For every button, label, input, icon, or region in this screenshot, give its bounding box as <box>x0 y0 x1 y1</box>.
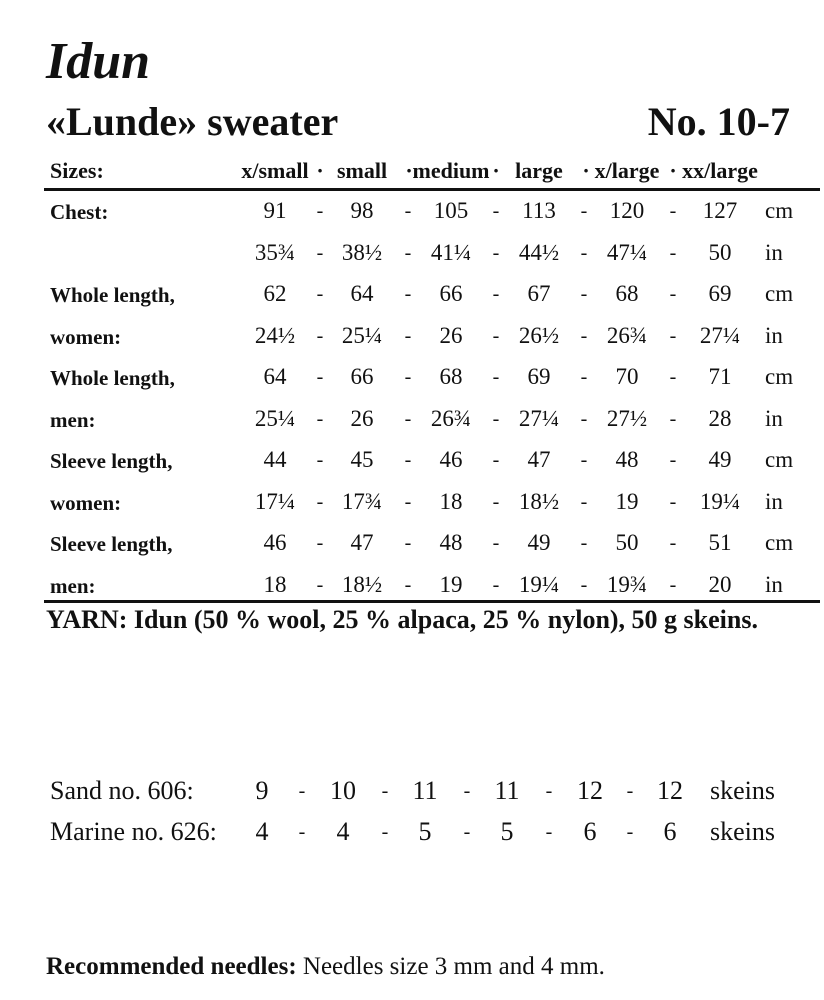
value-separator: - <box>669 532 677 554</box>
measure-value: 38½ <box>341 239 383 265</box>
measure-value: 17¼ <box>254 488 296 514</box>
value-separator: - <box>492 366 500 388</box>
measure-value: 66 <box>350 364 374 389</box>
value-separator: - <box>492 283 500 305</box>
measure-value: 17¾ <box>341 488 383 514</box>
row-label: Sleeve length, <box>50 449 173 473</box>
measure-value: 64 <box>350 281 374 306</box>
measure-value: 46 <box>263 530 287 555</box>
value-separator: - <box>492 241 500 264</box>
measure-value: 27¼ <box>699 322 741 348</box>
measure-value: 51 <box>708 530 732 555</box>
measure-value: 50 <box>708 239 732 265</box>
measure-value: 98 <box>350 198 374 223</box>
row-label: Chest: <box>50 200 109 224</box>
value-separator: - <box>580 573 588 596</box>
skein-count: 5 <box>500 817 514 846</box>
value-separator: - <box>404 532 412 554</box>
value-separator: - <box>404 283 412 305</box>
value-separator: - <box>381 821 389 843</box>
measure-value: 46 <box>439 447 463 472</box>
value-separator: - <box>404 366 412 388</box>
value-separator: - <box>669 200 677 222</box>
skein-count: 12 <box>657 776 683 805</box>
color-label: Sand no. 606: <box>50 776 194 805</box>
measure-value: 127 <box>702 198 738 223</box>
unit-label: in <box>765 239 783 265</box>
value-separator: - <box>316 283 324 305</box>
value-separator: - <box>404 449 412 471</box>
measure-value: 48 <box>615 447 639 472</box>
measure-value: 26 <box>350 405 374 431</box>
unit-label: skeins <box>710 817 775 846</box>
unit-label: in <box>765 322 783 348</box>
header-separator: · <box>316 158 324 183</box>
value-separator: - <box>580 241 588 264</box>
value-separator: - <box>492 407 500 430</box>
unit-label: in <box>765 405 783 431</box>
unit-label: cm <box>765 198 794 223</box>
value-separator: - <box>381 780 389 802</box>
value-separator: - <box>316 407 324 430</box>
unit-label: cm <box>765 281 794 306</box>
header-separator: · <box>669 158 677 183</box>
skein-count: 10 <box>330 776 356 805</box>
value-separator: - <box>580 366 588 388</box>
measure-value: 69 <box>708 281 732 306</box>
measure-value: 25¼ <box>341 322 383 348</box>
value-separator: - <box>316 449 324 471</box>
value-separator: - <box>669 241 677 264</box>
measure-value: 25¼ <box>254 405 296 431</box>
value-separator: - <box>492 573 500 596</box>
unit-label: cm <box>765 530 794 555</box>
sizes-label: Sizes: <box>50 158 104 183</box>
value-separator: - <box>463 821 471 843</box>
measure-value: 91 <box>263 198 287 223</box>
value-separator: - <box>404 200 412 222</box>
skein-count: 5 <box>418 817 432 846</box>
measure-value: 71 <box>708 364 732 389</box>
unit-label: skeins <box>710 776 775 805</box>
value-separator: - <box>580 407 588 430</box>
measure-value: 105 <box>433 198 469 223</box>
unit-label: in <box>765 488 783 514</box>
pattern-number: No. 10-7 <box>647 99 790 144</box>
measure-value: 47 <box>350 530 374 555</box>
measure-value: 120 <box>609 198 645 223</box>
value-separator: - <box>580 283 588 305</box>
value-separator: - <box>669 283 677 305</box>
measure-value: 19 <box>615 488 639 514</box>
measure-value: 66 <box>439 281 463 306</box>
value-separator: - <box>626 780 634 802</box>
unit-label: in <box>765 571 783 597</box>
value-separator: - <box>626 821 634 843</box>
value-separator: - <box>669 324 677 347</box>
skein-count: 6 <box>583 817 597 846</box>
measure-value: 20 <box>708 571 732 597</box>
measure-value: 41¼ <box>430 239 472 265</box>
measure-value: 44½ <box>518 239 560 265</box>
value-separator: - <box>669 490 677 513</box>
value-separator: - <box>669 366 677 388</box>
row-label: Sleeve length, <box>50 532 173 556</box>
yarn-info: YARN: Idun (50 % wool, 25 % alpaca, 25 % nylon), 50 g skeins. <box>46 605 758 634</box>
value-separator: - <box>316 200 324 222</box>
measure-value: 68 <box>615 281 639 306</box>
skein-count: 6 <box>663 817 677 846</box>
size-header-large: large <box>515 158 563 183</box>
measure-value: 18 <box>263 571 287 597</box>
value-separator: - <box>669 573 677 596</box>
value-separator: - <box>316 324 324 347</box>
measure-value: 49 <box>527 530 551 555</box>
measure-value: 19¼ <box>699 488 741 514</box>
measure-value: 26½ <box>518 322 560 348</box>
value-separator: - <box>404 407 412 430</box>
value-separator: - <box>580 532 588 554</box>
value-separator: - <box>669 407 677 430</box>
measure-value: 48 <box>439 530 463 555</box>
measure-value: 64 <box>263 364 287 389</box>
size-header-xxlarge: xx/large <box>682 158 758 183</box>
measure-value: 35¾ <box>254 239 296 265</box>
unit-label: cm <box>765 364 794 389</box>
header-separator: · <box>405 158 413 183</box>
value-separator: - <box>545 780 553 802</box>
value-separator: - <box>580 324 588 347</box>
value-separator: - <box>669 449 677 471</box>
value-separator: - <box>580 490 588 513</box>
value-separator: - <box>316 241 324 264</box>
brand-name: Idun <box>46 33 151 90</box>
unit-label: cm <box>765 447 794 472</box>
measure-value: 19¼ <box>518 571 560 597</box>
measure-value: 24½ <box>254 322 296 348</box>
measure-value: 26¾ <box>430 405 472 431</box>
size-header-xlarge: x/large <box>594 158 660 183</box>
measure-value: 47 <box>527 447 551 472</box>
value-separator: - <box>492 200 500 222</box>
measure-value: 19 <box>439 571 463 597</box>
value-separator: - <box>492 449 500 471</box>
needles-text: Needles size 3 mm and 4 mm. <box>296 953 605 980</box>
measure-value: 50 <box>615 530 639 555</box>
value-separator: - <box>492 324 500 347</box>
measure-value: 45 <box>350 447 374 472</box>
value-separator: - <box>316 490 324 513</box>
measure-value: 18½ <box>341 571 383 597</box>
measure-value: 69 <box>527 364 551 389</box>
measure-value: 49 <box>708 447 732 472</box>
measure-value: 18 <box>439 488 463 514</box>
measure-value: 62 <box>263 281 287 306</box>
value-separator: - <box>463 780 471 802</box>
row-label: women: <box>50 490 122 515</box>
measure-value: 26 <box>439 322 463 348</box>
value-separator: - <box>316 366 324 388</box>
row-label: women: <box>50 324 122 349</box>
value-separator: - <box>404 324 412 347</box>
measure-value: 26¾ <box>606 322 648 348</box>
value-separator: - <box>492 490 500 513</box>
value-separator: - <box>580 200 588 222</box>
skein-count: 11 <box>494 776 520 805</box>
measure-value: 44 <box>263 447 287 472</box>
value-separator: - <box>545 821 553 843</box>
skein-count: 11 <box>412 776 438 805</box>
needles-info <box>46 953 605 981</box>
value-separator: - <box>298 780 306 802</box>
value-separator: - <box>404 573 412 596</box>
row-label: Whole length, <box>50 366 175 390</box>
value-separator: - <box>404 241 412 264</box>
skein-count: 9 <box>255 776 269 805</box>
row-label: men: <box>50 407 96 432</box>
header-separator: · <box>582 158 590 183</box>
measure-value: 113 <box>522 198 556 223</box>
skein-count: 12 <box>577 776 603 805</box>
measure-value: 28 <box>708 405 732 431</box>
row-label: men: <box>50 573 96 598</box>
pattern-title: «Lunde» sweater <box>46 99 339 144</box>
color-label: Marine no. 626: <box>50 817 217 846</box>
measure-value: 67 <box>527 281 551 306</box>
measure-value: 18½ <box>518 488 560 514</box>
value-separator: - <box>316 532 324 554</box>
needles-label: Recommended needles: <box>46 953 297 980</box>
value-separator: - <box>580 449 588 471</box>
skein-count: 4 <box>255 817 269 846</box>
skein-count: 4 <box>336 817 350 846</box>
value-separator: - <box>316 573 324 596</box>
size-header-small: small <box>336 158 388 183</box>
header-separator: · <box>492 158 500 183</box>
measure-value: 27¼ <box>518 405 560 431</box>
measure-value: 68 <box>439 364 463 389</box>
measure-value: 27½ <box>606 405 648 431</box>
value-separator: - <box>492 532 500 554</box>
size-header-xsmall: x/small <box>241 158 309 183</box>
measure-value: 70 <box>615 364 639 389</box>
header-rule <box>44 188 820 191</box>
value-separator: - <box>404 490 412 513</box>
measure-value: 47¼ <box>606 239 648 265</box>
row-label: Whole length, <box>50 283 175 307</box>
value-separator: - <box>298 821 306 843</box>
size-header-medium: medium <box>412 158 490 183</box>
measure-value: 19¾ <box>606 571 648 597</box>
